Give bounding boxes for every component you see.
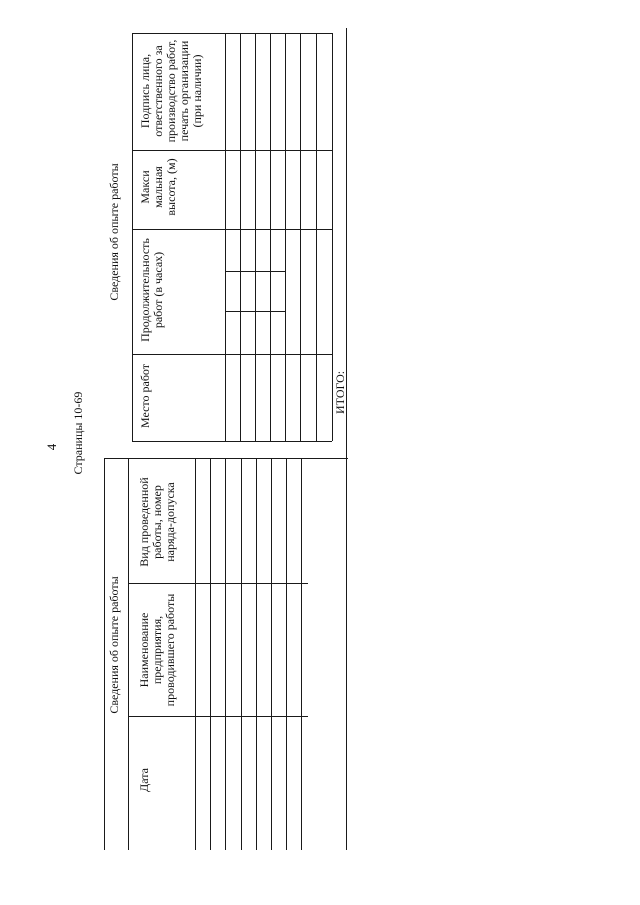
column-separator [132, 229, 332, 230]
left-table-inner-border [128, 458, 129, 850]
header-signature: Подпись лица, ответственного за производство работ, печать организации (при наличии) [138, 39, 204, 143]
right-table-top [132, 33, 332, 34]
header-work-type: Вид проведенной работы, номер наряда-допуска [137, 477, 177, 567]
row-line [240, 33, 241, 441]
table-divider [104, 458, 348, 459]
table-divider [346, 28, 347, 850]
right-table-bottom [132, 441, 332, 442]
row-line [286, 458, 287, 850]
left-section-title: Сведения об опыте работы [107, 576, 121, 714]
column-separator [128, 583, 308, 584]
row-line [285, 33, 286, 441]
header-max-height: Макси мальная высота, (м) [138, 158, 178, 216]
column-separator [128, 716, 308, 717]
right-table-inner-border [132, 33, 133, 441]
header-duration: Продолжительность работ (в часах) [138, 238, 165, 342]
header-date: Дата [137, 768, 151, 792]
header-company: Наименование предприятия, проводившего работы [137, 593, 177, 707]
page-number: 4 [44, 443, 59, 451]
pages-label: Страницы 10-69 [71, 391, 85, 475]
row-line [270, 33, 271, 441]
right-section-title: Сведения об опыте работы [107, 163, 121, 301]
header-work-place: Место работ [138, 363, 152, 429]
row-line [225, 458, 226, 850]
row-line [316, 33, 317, 441]
row-line [241, 458, 242, 850]
row-line [255, 33, 256, 441]
row-line [210, 458, 211, 850]
row-line [271, 458, 272, 850]
row-line [256, 458, 257, 850]
left-table-border [104, 458, 105, 850]
total-label: ИТОГО: [333, 370, 347, 414]
row-line [300, 33, 301, 441]
column-separator [132, 354, 332, 355]
row-line [195, 458, 196, 850]
row-line [301, 458, 302, 850]
row-line [225, 33, 226, 441]
